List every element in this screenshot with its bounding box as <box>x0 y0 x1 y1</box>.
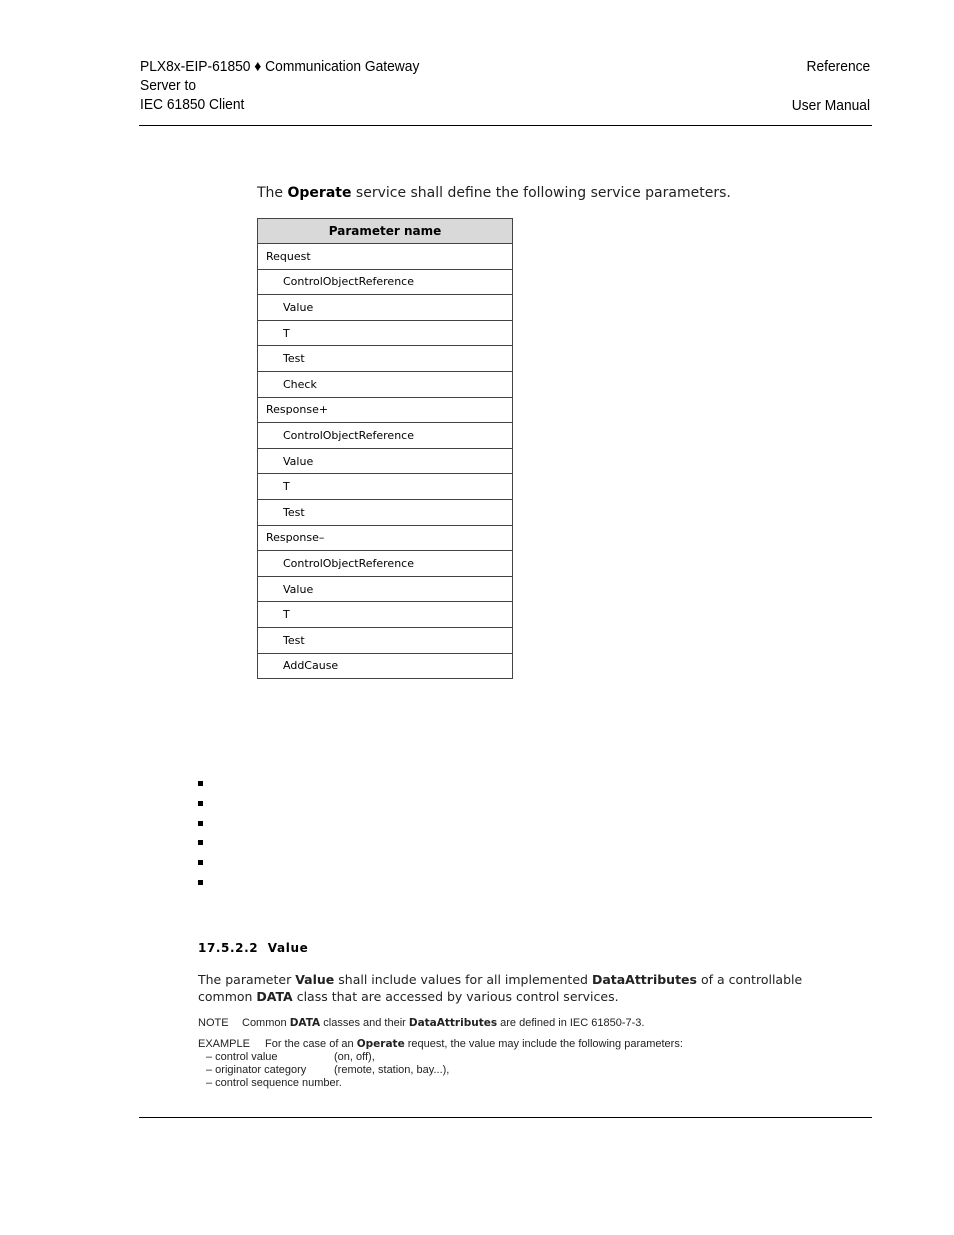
header-reference: Reference <box>806 58 870 75</box>
header-user-manual: User Manual <box>791 97 870 114</box>
table-row <box>258 653 513 679</box>
example-item: – control value (on, off), <box>206 1051 375 1063</box>
table-row <box>258 269 513 295</box>
table-row <box>258 371 513 397</box>
table-row <box>258 397 513 423</box>
parameter-cell: T <box>258 320 513 346</box>
header-product-line3: IEC 61850 Client <box>140 96 245 113</box>
parameter-cell: ControlObjectReference <box>258 423 513 449</box>
note: NOTE Common DATA classes and their DataAttributes are defined in IEC 61850-7-3. <box>198 1017 645 1029</box>
parameter-cell: Test <box>258 346 513 372</box>
table-row <box>258 551 513 577</box>
table-row <box>258 423 513 449</box>
section-title: Value <box>267 941 309 955</box>
section-number: 17.5.2.2 <box>198 941 259 955</box>
parameter-cell: Value <box>258 576 513 602</box>
parameter-table <box>257 218 513 679</box>
parameter-cell: Test <box>258 627 513 653</box>
parameter-cell: Value <box>258 295 513 321</box>
header-divider <box>139 125 872 126</box>
table-row <box>258 499 513 525</box>
header-product: PLX8x-EIP-61850 ♦ Communication Gateway <box>140 58 420 75</box>
parameter-cell: ControlObjectReference <box>258 551 513 577</box>
value-paragraph: The parameter Value shall include values for all implemented DataAttributes of a controllable common DATA class that are accessed by various control services. <box>198 972 803 1004</box>
table-row <box>258 602 513 628</box>
parameter-cell: ControlObjectReference <box>258 269 513 295</box>
parameter-cell: Response+ <box>258 397 513 423</box>
parameter-cell: Value <box>258 448 513 474</box>
example-item: – control sequence number. <box>206 1077 342 1089</box>
parameter-cell: Test <box>258 499 513 525</box>
table-row <box>258 474 513 500</box>
header-left <box>140 57 419 114</box>
parameter-cell: Check <box>258 371 513 397</box>
example: EXAMPLE For the case of an Operate request, the value may include the following parameters: – control value (on, off), – originator category (remote, station, bay...), – control sequence number. <box>198 1038 683 1089</box>
table-row <box>258 244 513 270</box>
table-row <box>258 576 513 602</box>
intro-operate: Operate <box>287 185 352 201</box>
intro-sentence: The Operate service shall define the following service parameters. <box>257 185 731 201</box>
parameter-table-header: Parameter name <box>258 219 513 244</box>
parameter-cell: Request <box>258 244 513 270</box>
header-product-line2: Server to <box>140 77 196 94</box>
parameter-cell: T <box>258 602 513 628</box>
section-heading <box>198 941 308 955</box>
table-row <box>258 448 513 474</box>
table-row <box>258 525 513 551</box>
parameter-cell: Response– <box>258 525 513 551</box>
example-item: – originator category (remote, station, bay...), <box>206 1064 450 1076</box>
parameter-cell: T <box>258 474 513 500</box>
table-row <box>258 346 513 372</box>
note-label: NOTE <box>198 1017 229 1029</box>
example-label: EXAMPLE <box>198 1038 250 1050</box>
table-row <box>258 627 513 653</box>
footer-divider <box>139 1117 872 1118</box>
table-row <box>258 320 513 346</box>
table-row <box>258 295 513 321</box>
parameter-cell: AddCause <box>258 653 513 679</box>
